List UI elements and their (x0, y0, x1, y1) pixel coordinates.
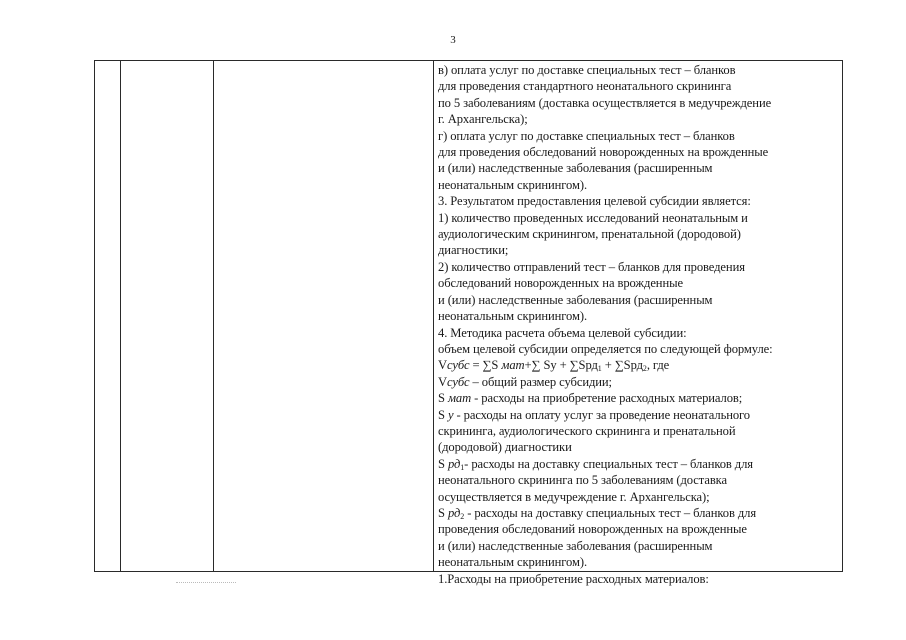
formula-part: , где (646, 358, 670, 373)
text-line: по 5 заболеваниям (доставка осуществляется в медучреждение (438, 95, 772, 110)
text-line: и (или) наследственные заболевания (расширенным (438, 292, 713, 307)
scan-artifact-line (176, 582, 236, 583)
def-symbol-index: 1 (460, 462, 465, 472)
subsidy-formula (438, 357, 838, 373)
text-line: проведения обследований новорожденных на врожденные (438, 522, 747, 537)
text-line: в) оплата услуг по доставке специальных тест – бланков (438, 63, 736, 77)
table-text-cell (438, 62, 838, 587)
formula-sub: 2 (642, 364, 647, 374)
text-line: неонатального скрининга по 5 заболеваниям (доставка (438, 473, 727, 488)
document-table (94, 60, 843, 586)
def-symbol: S (438, 407, 448, 422)
text-line: 4. Методика расчета объема целевой субсидии: (438, 325, 687, 340)
def-symbol-sub: мат (447, 391, 472, 406)
def-symbol-sub: у (447, 407, 454, 422)
def-symbol-sub: рд (447, 505, 461, 520)
text-line: г) оплата услуг по доставке специальных тест – бланков (438, 128, 735, 143)
formula-sub: 1 (597, 364, 602, 374)
text-line: 1) количество проведенных исследований неонатальным и (438, 210, 748, 225)
def-symbol: S (438, 456, 448, 471)
formula-part: + ∑Sрд (601, 358, 643, 373)
definition-u (438, 407, 838, 423)
def-symbol: S (438, 505, 448, 520)
def-symbol: V (438, 374, 447, 389)
table-column-divider-2 (213, 61, 214, 571)
text-line: неонатальным скринингом). (438, 309, 588, 324)
text-line: и (или) наследственные заболевания (расширенным (438, 161, 713, 176)
page-number: 3 (450, 34, 456, 46)
text-line: объем целевой субсидии определяется по следующей формуле: (438, 341, 773, 356)
def-text: - расходы на приобретение расходных материалов; (471, 391, 743, 406)
text-line: диагностики; (438, 243, 509, 258)
text-line: осуществляется в медучреждение г. Архангельска); (438, 489, 710, 504)
definition-rd1 (438, 456, 838, 472)
def-symbol-sub: рд (447, 456, 461, 471)
definition-rd2 (438, 505, 838, 521)
text-line: 2) количество отправлений тест – бланков для проведения (438, 259, 745, 274)
def-text: – общий размер субсидии; (469, 374, 612, 389)
table-column-divider-1 (120, 61, 121, 571)
formula-v: V (438, 358, 447, 373)
text-line: аудиологическим скринингом, пренатальной (дородовой) (438, 227, 741, 242)
text-line: неонатальным скринингом). (438, 555, 588, 570)
text-line: скрининга, аудиологического скрининга и пренатальной (438, 423, 736, 438)
text-line: неонатальным скринингом). (438, 177, 588, 192)
text-line: и (или) наследственные заболевания (расширенным (438, 538, 713, 553)
formula-part: = ∑S (469, 358, 502, 373)
text-line: (дородовой) диагностики (438, 440, 572, 455)
formula-mat: мат (501, 358, 525, 373)
text-line: 3. Результатом предоставления целевой субсидии является: (438, 194, 751, 209)
text-line: обследований новорожденных на врожденные (438, 276, 683, 291)
formula-part: +∑ Sу + ∑Sрд (524, 358, 598, 373)
text-line: г. Архангельска); (438, 112, 528, 127)
text-line: для проведения обследований новорожденных на врожденные (438, 145, 769, 160)
definition-v (438, 374, 838, 390)
definition-mat (438, 390, 838, 406)
text-line: 1.Расходы на приобретение расходных материалов: (438, 571, 709, 586)
def-text: - расходы на доставку специальных тест – бланков для (464, 505, 757, 520)
formula-v-sub: субс (447, 358, 470, 373)
def-symbol-sub: субс (447, 374, 470, 389)
table-column-divider-3 (433, 61, 434, 571)
def-symbol-index: 2 (460, 511, 465, 521)
def-symbol: S (438, 391, 448, 406)
text-line: для проведения стандартного неонатального скрининга (438, 79, 732, 94)
def-text: - расходы на доставку специальных тест – бланков для (464, 456, 753, 471)
def-text: - расходы на оплату услуг за проведение неонатального (453, 407, 751, 422)
